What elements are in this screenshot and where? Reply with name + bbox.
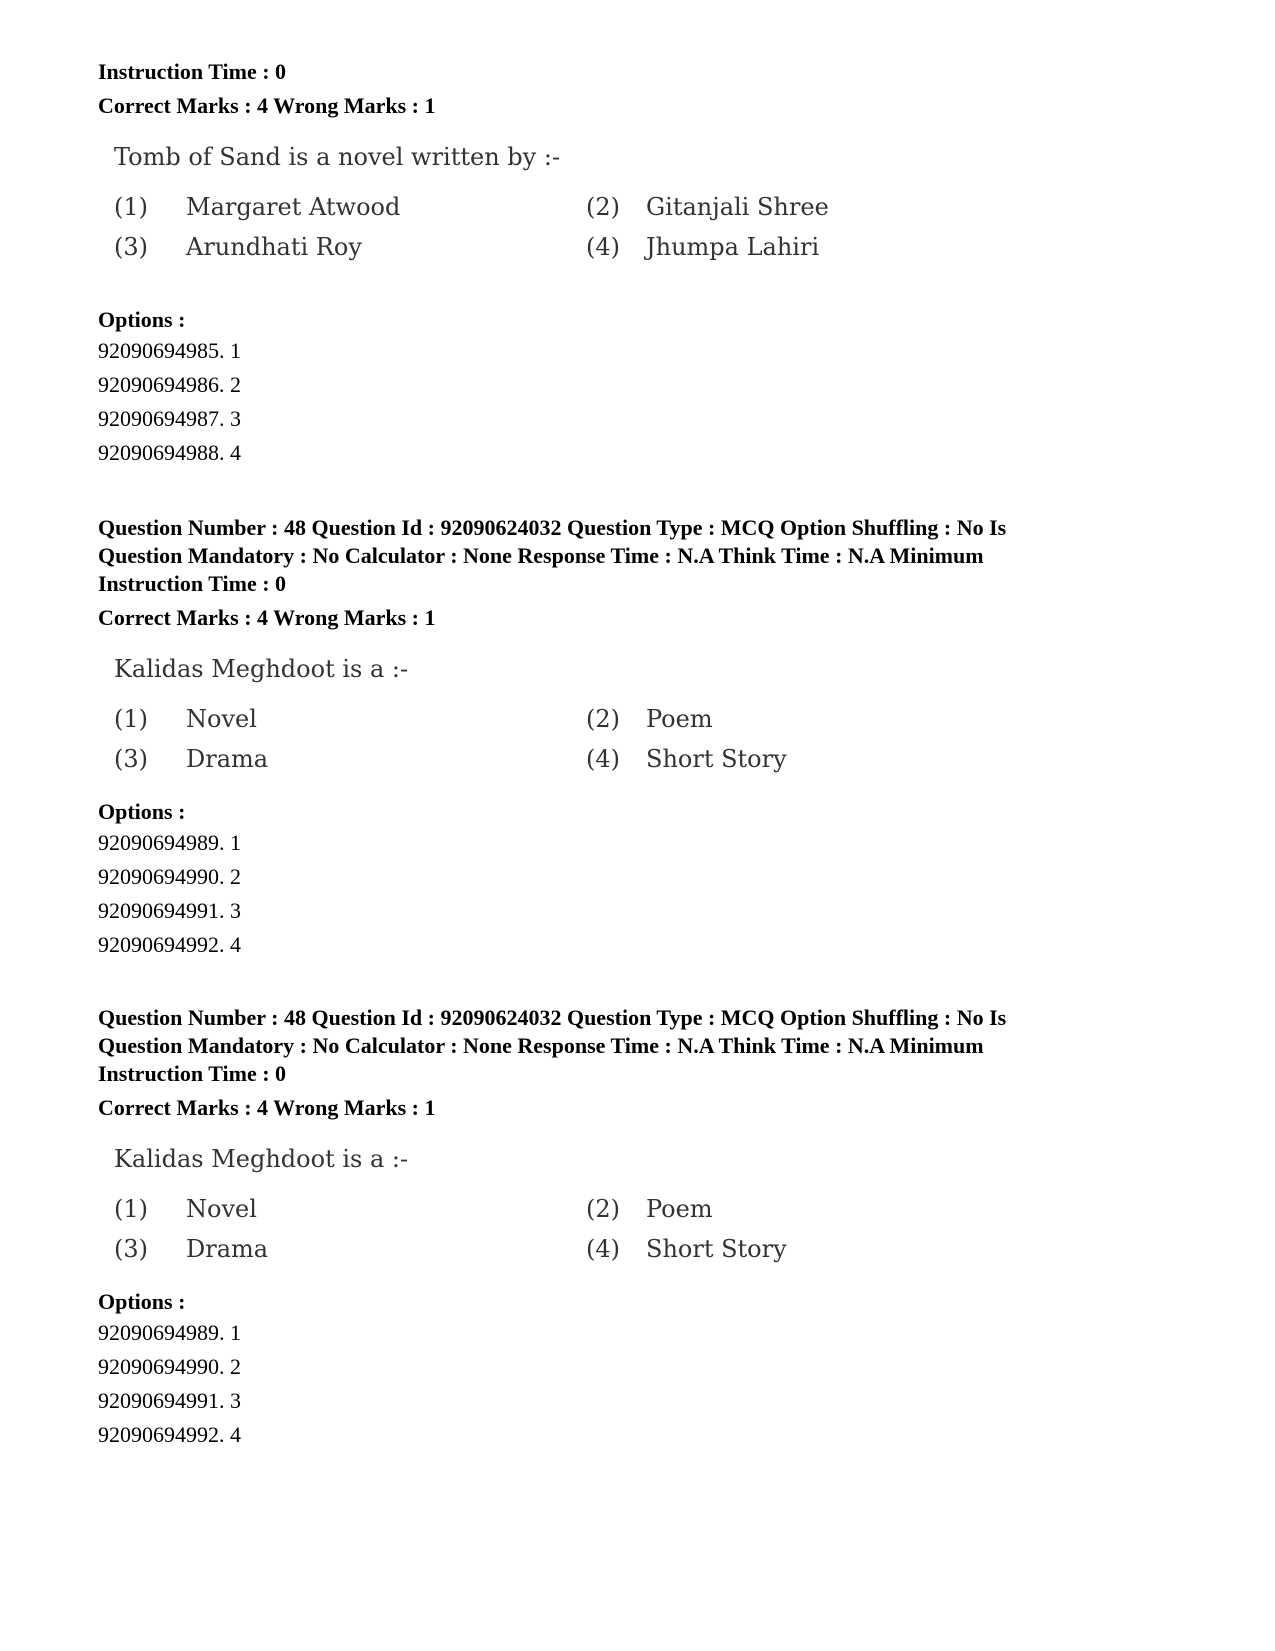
choice-number: (4) (586, 233, 620, 261)
header-line: Question Number : 48 Question Id : 92090624032 Question Type : MCQ Option Shuffling : No Is (98, 515, 1007, 540)
choice-number: (3) (114, 233, 148, 261)
options-heading: Options : (98, 799, 186, 824)
options-list (98, 1288, 1198, 1452)
option-item: 92090694989. 1 (98, 830, 241, 855)
choice-number: (1) (114, 1195, 148, 1223)
marks-line: Correct Marks : 4 Wrong Marks : 1 (98, 605, 436, 630)
header-line: Question Number : 48 Question Id : 92090624032 Question Type : MCQ Option Shuffling : No Is (98, 1005, 1007, 1030)
choice-number: (3) (114, 745, 148, 773)
question-text: Kalidas Meghdoot is a :- (114, 655, 409, 683)
option-item: 92090694988. 4 (98, 440, 241, 465)
marks-line: Correct Marks : 4 Wrong Marks : 1 (98, 1095, 436, 1120)
choice-number: (1) (114, 193, 148, 221)
choice-text: Poem (646, 705, 713, 733)
option-item: 92090694989. 1 (98, 1320, 241, 1345)
question-header (98, 58, 1198, 86)
choice-text: Jhumpa Lahiri (646, 233, 820, 261)
choice-text: Margaret Atwood (186, 193, 401, 221)
question-image (114, 142, 1198, 262)
options-list (98, 798, 1198, 962)
question-block (98, 58, 1198, 470)
question-text: Kalidas Meghdoot is a :- (114, 1145, 409, 1173)
choice-text: Short Story (646, 745, 787, 773)
question-header (98, 1004, 1198, 1088)
choice-grid (114, 192, 1198, 262)
option-item: 92090694985. 1 (98, 338, 241, 363)
choice-number: (2) (586, 705, 620, 733)
choice-grid (114, 704, 1198, 774)
options-heading: Options : (98, 1289, 186, 1314)
option-item: 92090694991. 3 (98, 898, 241, 923)
option-item: 92090694990. 2 (98, 1354, 241, 1379)
option-item: 92090694992. 4 (98, 1422, 241, 1447)
marks-line: Correct Marks : 4 Wrong Marks : 1 (98, 93, 436, 118)
header-line: Question Mandatory : No Calculator : None Response Time : N.A Think Time : N.A Minimum (98, 1033, 984, 1058)
option-item: 92090694987. 3 (98, 406, 241, 431)
header-line: Question Mandatory : No Calculator : None Response Time : N.A Think Time : N.A Minimum (98, 543, 984, 568)
choice-number: (4) (586, 1235, 620, 1263)
choice-text: Drama (186, 745, 269, 773)
header-line: Instruction Time : 0 (98, 1061, 287, 1086)
choice-number: (2) (586, 1195, 620, 1223)
option-item: 92090694992. 4 (98, 932, 241, 957)
choice-text: Poem (646, 1195, 713, 1223)
choice-text: Arundhati Roy (186, 233, 362, 261)
choice-text: Novel (186, 705, 257, 733)
choice-grid (114, 1194, 1198, 1264)
question-image (114, 1144, 1198, 1264)
options-list (98, 306, 1198, 470)
question-header (98, 514, 1198, 598)
question-text: Tomb of Sand is a novel written by :- (114, 143, 561, 171)
options-heading: Options : (98, 307, 186, 332)
option-item: 92090694986. 2 (98, 372, 241, 397)
choice-text: Gitanjali Shree (646, 193, 829, 221)
header-line: Instruction Time : 0 (98, 571, 287, 596)
question-block (98, 514, 1198, 962)
choice-text: Short Story (646, 1235, 787, 1263)
choice-number: (3) (114, 1235, 148, 1263)
header-line: Instruction Time : 0 (98, 59, 287, 84)
question-block (98, 1004, 1198, 1452)
choice-text: Drama (186, 1235, 269, 1263)
choice-number: (4) (586, 745, 620, 773)
option-item: 92090694990. 2 (98, 864, 241, 889)
choice-number: (2) (586, 193, 620, 221)
question-image (114, 654, 1198, 774)
choice-text: Novel (186, 1195, 257, 1223)
option-item: 92090694991. 3 (98, 1388, 241, 1413)
choice-number: (1) (114, 705, 148, 733)
